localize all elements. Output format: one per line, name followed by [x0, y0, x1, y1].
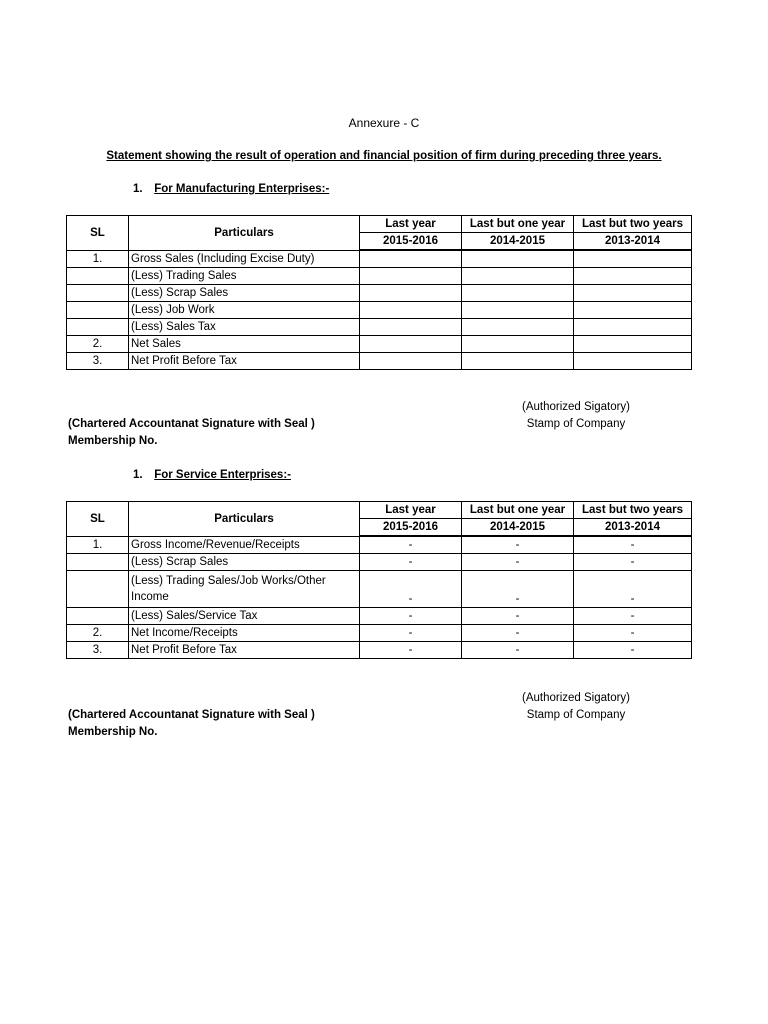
- row-value-last-but-one: [462, 336, 574, 353]
- mfg-company-stamp: Stamp of Company: [526, 418, 626, 430]
- manufacturing-table: [66, 215, 692, 370]
- row-particular: Gross Income/Revenue/Receipts: [129, 536, 360, 554]
- col-year1: 2015-2016: [360, 233, 462, 251]
- row-sl: [67, 571, 129, 608]
- statement-heading: Statement showing the result of operation and financial position of firm during preceding three years.: [106, 150, 662, 162]
- mfg-ca-signature: (Chartered Accountanat Signature with Seal ): [68, 418, 315, 430]
- table-row: [67, 302, 692, 319]
- row-value-last-but-one: -: [462, 554, 574, 571]
- row-value-last-year: -: [360, 536, 462, 554]
- row-value-last-but-one: -: [462, 625, 574, 642]
- row-value-last-but-two: -: [574, 571, 692, 608]
- row-value-last-but-two: [574, 302, 692, 319]
- table-row: [67, 285, 692, 302]
- svc-ca-signature: (Chartered Accountanat Signature with Seal ): [68, 709, 315, 721]
- row-value-last-but-one: -: [462, 571, 574, 608]
- row-value-last-but-one: -: [462, 536, 574, 554]
- table-row: [67, 608, 692, 625]
- row-value-last-but-two: [574, 250, 692, 268]
- manufacturing-number: 1.: [133, 183, 143, 195]
- row-value-last-but-two: [574, 336, 692, 353]
- col-year1: 2015-2016: [360, 519, 462, 537]
- row-particular: (Less) Scrap Sales: [129, 285, 360, 302]
- svc-authorized-signatory: (Authorized Sigatory): [521, 692, 631, 704]
- col-sl: SL: [67, 502, 129, 537]
- row-value-last-year: -: [360, 642, 462, 659]
- row-value-last-but-one: [462, 285, 574, 302]
- row-value-last-year: -: [360, 554, 462, 571]
- row-value-last-but-one: [462, 268, 574, 285]
- table-row: [67, 268, 692, 285]
- table-row: [67, 554, 692, 571]
- service-table: [66, 501, 692, 659]
- row-sl: 2.: [67, 625, 129, 642]
- table-row: [67, 536, 692, 554]
- row-value-last-year: [360, 250, 462, 268]
- col-year2: 2014-2015: [462, 233, 574, 251]
- manufacturing-heading: [133, 183, 329, 195]
- row-particular: Net Profit Before Tax: [129, 353, 360, 370]
- row-value-last-but-one: [462, 353, 574, 370]
- row-particular: (Less) Trading Sales/Job Works/Other Income: [129, 571, 360, 608]
- row-sl: [67, 554, 129, 571]
- row-sl: [67, 319, 129, 336]
- row-value-last-but-two: [574, 268, 692, 285]
- table-row: [67, 336, 692, 353]
- row-value-last-year: -: [360, 608, 462, 625]
- table-row: [67, 250, 692, 268]
- row-sl: 3.: [67, 353, 129, 370]
- row-value-last-year: [360, 353, 462, 370]
- row-particular: (Less) Scrap Sales: [129, 554, 360, 571]
- col-sl: SL: [67, 216, 129, 251]
- col-last-but-two: Last but two years: [574, 502, 692, 519]
- col-last-year: Last year: [360, 216, 462, 233]
- row-value-last-but-one: [462, 319, 574, 336]
- row-value-last-but-two: -: [574, 536, 692, 554]
- row-value-last-year: [360, 336, 462, 353]
- table-row: [67, 353, 692, 370]
- row-sl: 2.: [67, 336, 129, 353]
- row-particular: (Less) Sales/Service Tax: [129, 608, 360, 625]
- row-value-last-year: [360, 285, 462, 302]
- row-particular: Net Sales: [129, 336, 360, 353]
- service-heading: [133, 469, 291, 481]
- row-value-last-year: [360, 268, 462, 285]
- row-sl: 1.: [67, 250, 129, 268]
- row-sl: [67, 608, 129, 625]
- row-value-last-but-two: -: [574, 608, 692, 625]
- col-last-but-one: Last but one year: [462, 502, 574, 519]
- row-value-last-year: [360, 319, 462, 336]
- table-row: [67, 625, 692, 642]
- service-label: For Service Enterprises:-: [154, 469, 291, 481]
- row-sl: [67, 285, 129, 302]
- row-sl: 1.: [67, 536, 129, 554]
- col-particulars: Particulars: [129, 502, 360, 537]
- table-row: [67, 571, 692, 608]
- row-value-last-year: [360, 302, 462, 319]
- row-value-last-year: -: [360, 571, 462, 608]
- row-sl: [67, 302, 129, 319]
- row-sl: 3.: [67, 642, 129, 659]
- row-value-last-but-two: [574, 319, 692, 336]
- row-particular: Net Income/Receipts: [129, 625, 360, 642]
- col-last-year: Last year: [360, 502, 462, 519]
- svc-company-stamp: Stamp of Company: [526, 709, 626, 721]
- mfg-membership-no: Membership No.: [68, 435, 158, 447]
- row-value-last-but-one: -: [462, 642, 574, 659]
- col-year3: 2013-2014: [574, 519, 692, 537]
- row-sl: [67, 268, 129, 285]
- row-particular: Gross Sales (Including Excise Duty): [129, 250, 360, 268]
- row-particular: Net Profit Before Tax: [129, 642, 360, 659]
- manufacturing-label: For Manufacturing Enterprises:-: [154, 183, 330, 195]
- row-value-last-year: -: [360, 625, 462, 642]
- col-last-but-one: Last but one year: [462, 216, 574, 233]
- row-particular: (Less) Job Work: [129, 302, 360, 319]
- col-year2: 2014-2015: [462, 519, 574, 537]
- row-particular: (Less) Sales Tax: [129, 319, 360, 336]
- row-value-last-but-two: [574, 285, 692, 302]
- row-value-last-but-two: [574, 353, 692, 370]
- col-particulars: Particulars: [129, 216, 360, 251]
- table-row: [67, 642, 692, 659]
- row-value-last-but-two: -: [574, 642, 692, 659]
- row-value-last-but-one: [462, 302, 574, 319]
- row-value-last-but-one: [462, 250, 574, 268]
- mfg-authorized-signatory: (Authorized Sigatory): [521, 401, 631, 413]
- service-number: 1.: [133, 469, 143, 481]
- col-year3: 2013-2014: [574, 233, 692, 251]
- row-particular: (Less) Trading Sales: [129, 268, 360, 285]
- annexure-title: Annexure - C: [348, 116, 420, 130]
- row-value-last-but-two: -: [574, 625, 692, 642]
- col-last-but-two: Last but two years: [574, 216, 692, 233]
- row-value-last-but-two: -: [574, 554, 692, 571]
- svc-membership-no: Membership No.: [68, 726, 158, 738]
- row-value-last-but-one: -: [462, 608, 574, 625]
- table-row: [67, 319, 692, 336]
